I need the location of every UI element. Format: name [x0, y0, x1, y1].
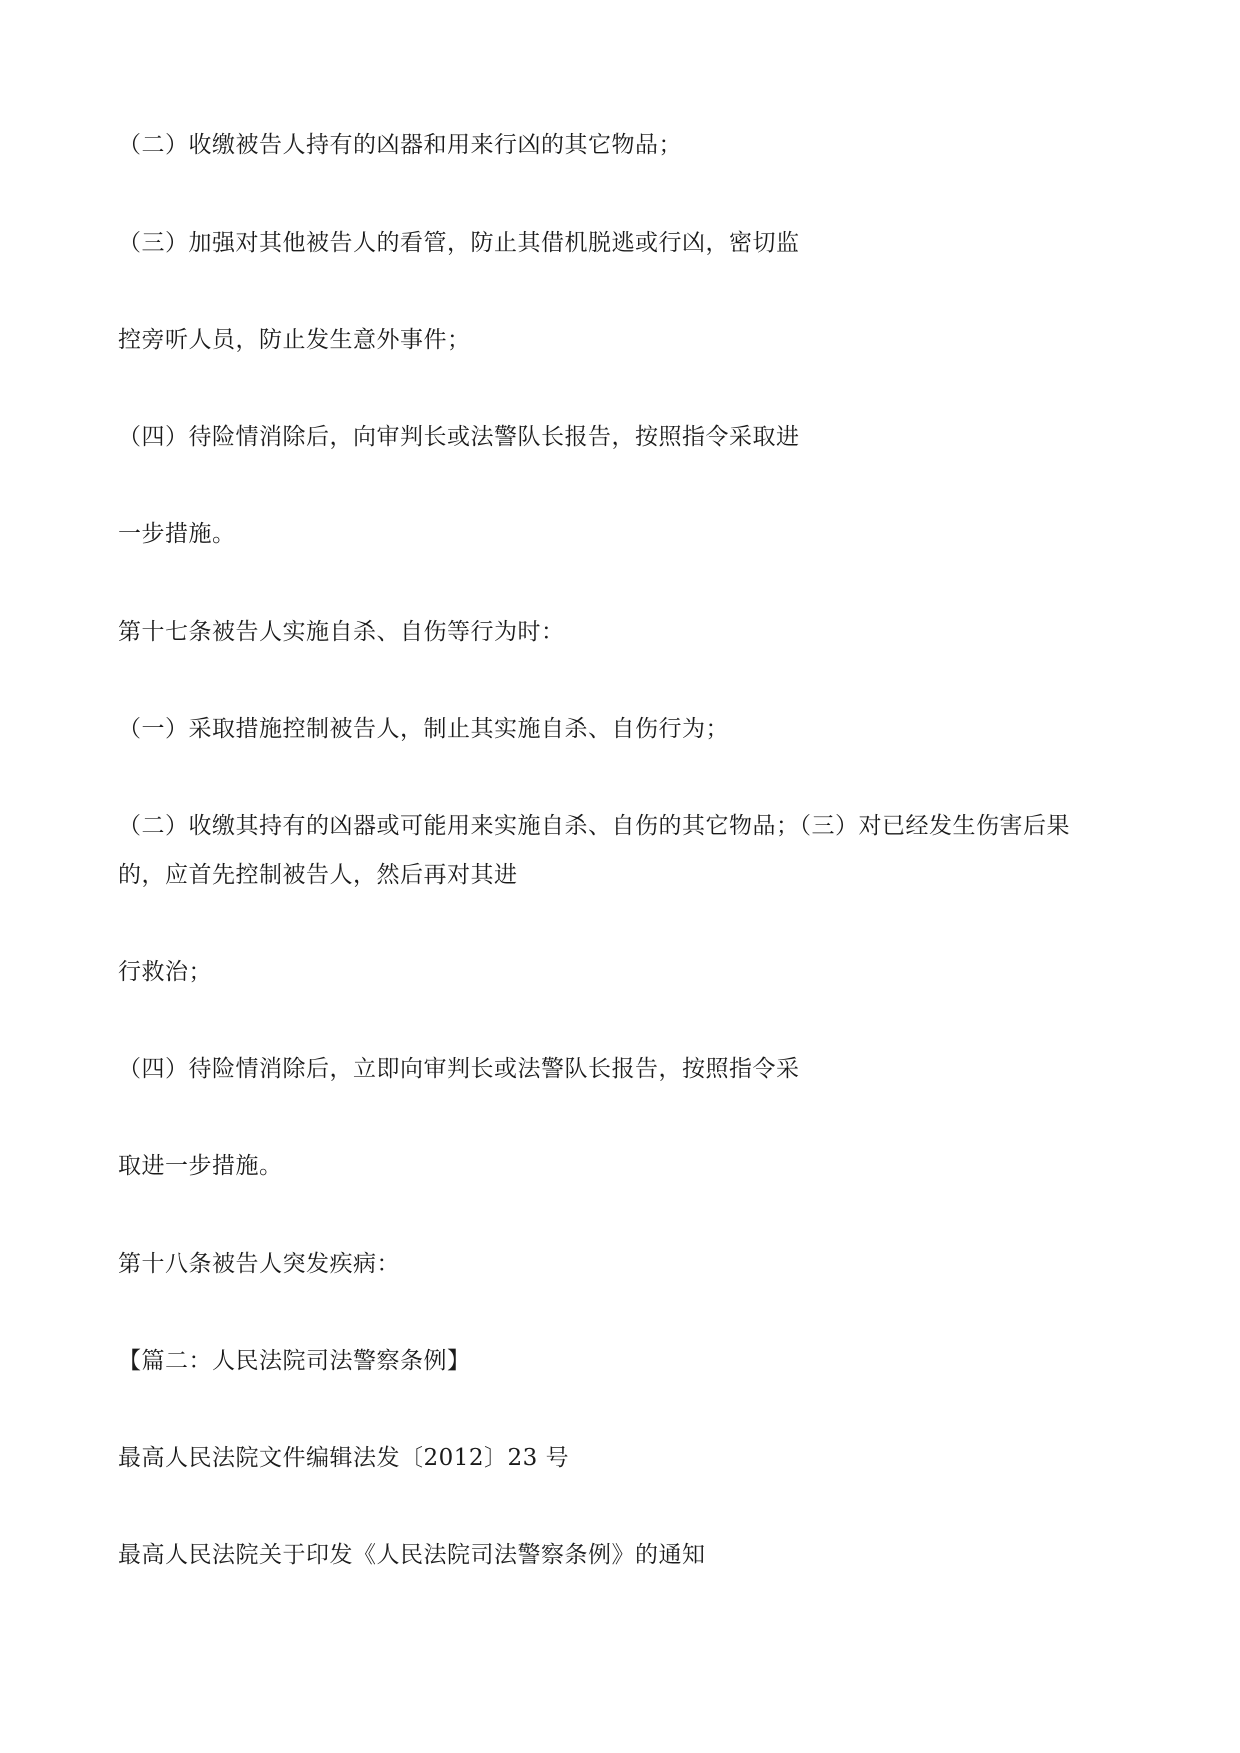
text-line: （三）加强对其他被告人的看管，防止其借机脱逃或行凶，密切监 — [118, 230, 800, 256]
text-line: 的，应首先控制被告人，然后再对其进 — [118, 862, 518, 888]
notice-title: 最高人民法院关于印发《人民法院司法警察条例》的通知 — [118, 1542, 706, 1568]
text-line: （四）待险情消除后，立即向审判长或法警队长报告，按照指令采 — [118, 1056, 800, 1082]
document-number: 最高人民法院文件编辑法发〔2012〕23 号 — [118, 1445, 570, 1471]
text-line: （二）收缴被告人持有的凶器和用来行凶的其它物品； — [118, 132, 682, 158]
article-heading: 第十八条被告人突发疾病： — [118, 1251, 400, 1277]
text-line: 控旁听人员，防止发生意外事件； — [118, 327, 471, 353]
section-title: 【篇二：人民法院司法警察条例】 — [118, 1348, 471, 1374]
text-line: （二）收缴其持有的凶器或可能用来实施自杀、自伤的其它物品；（三）对已经发生伤害后果 — [118, 813, 1070, 839]
article-heading: 第十七条被告人实施自杀、自伤等行为时： — [118, 619, 565, 645]
text-line: 取进一步措施。 — [118, 1153, 283, 1179]
text-line: 行救治； — [118, 959, 212, 985]
text-line: （一）采取措施控制被告人，制止其实施自杀、自伤行为； — [118, 716, 729, 742]
text-line: （四）待险情消除后，向审判长或法警队长报告，按照指令采取进 — [118, 424, 800, 450]
text-line: 一步措施。 — [118, 521, 236, 547]
